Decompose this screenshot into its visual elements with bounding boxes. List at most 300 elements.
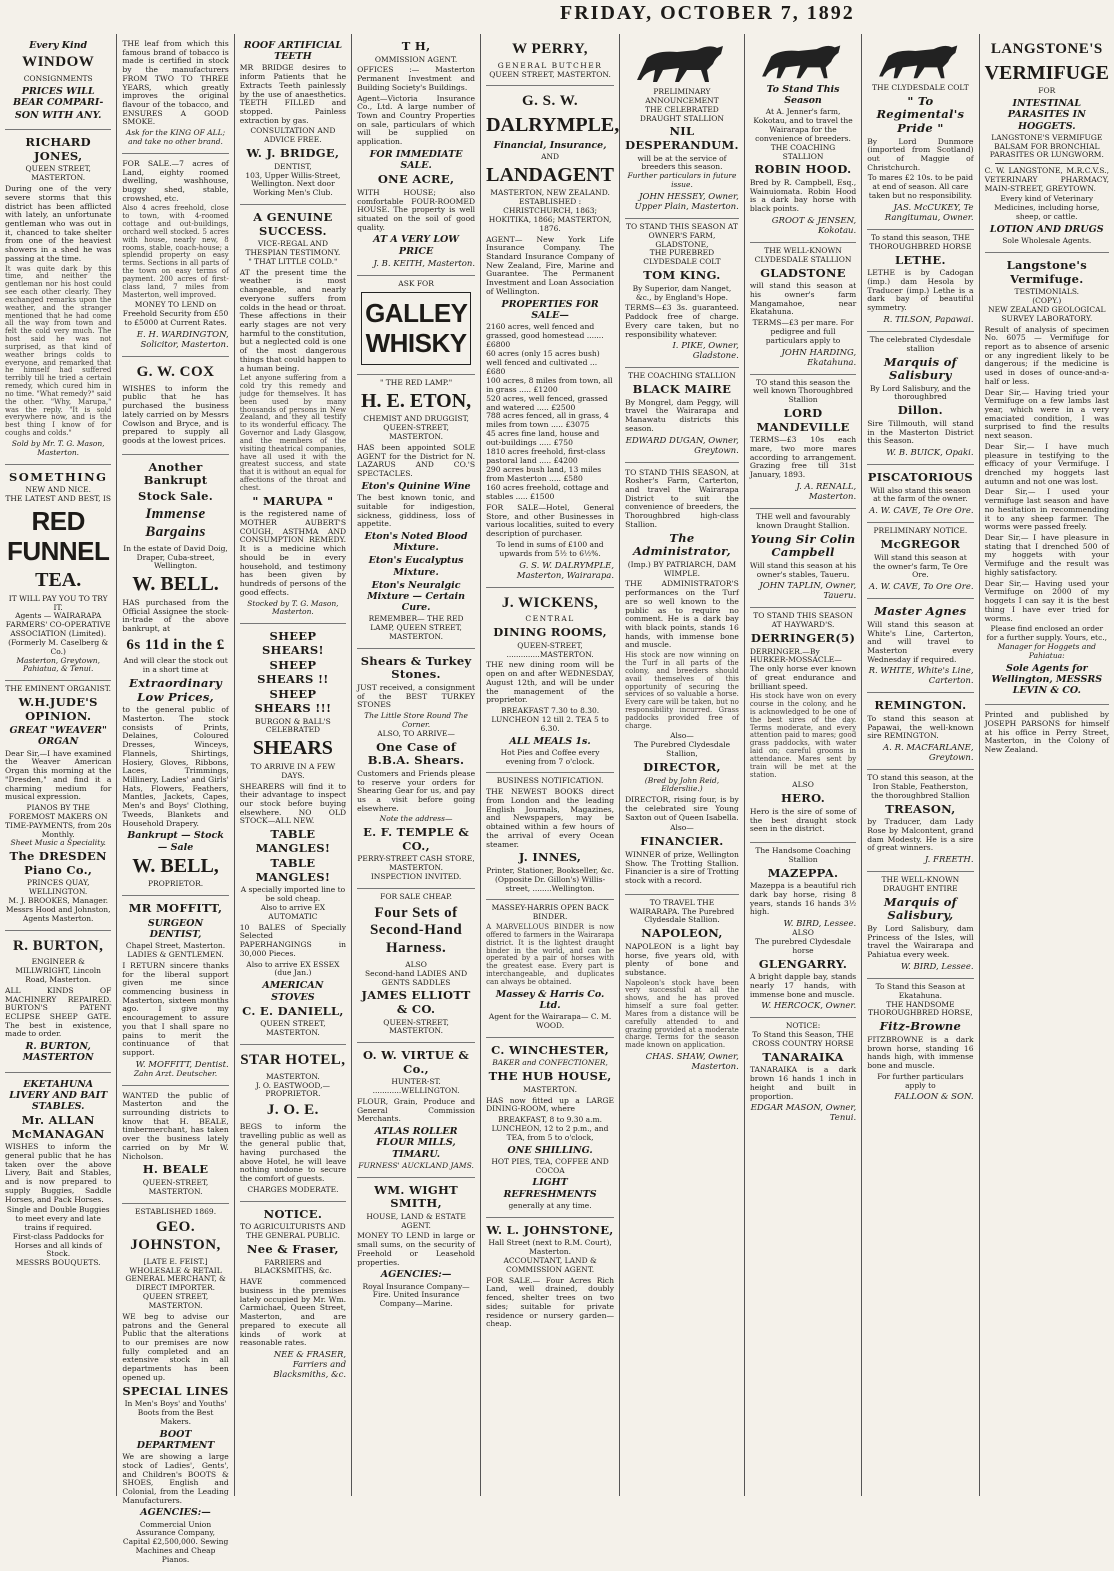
ad-johnston <box>122 1204 228 1571</box>
purebred2: The Purebred Clydesdale Stallion, <box>633 740 731 759</box>
sale-text: FOR SALE—Hotel, General Store, and other Businesses in various localities, suited to every description of purchaser. <box>486 503 615 539</box>
eucalyptus: Eton's Eucalyptus Mixture. <box>368 555 464 578</box>
tom-terms: TERMS—£3 3s. guaranteed. Paddock free of charge. Every care taken, but no responsibility whatever. <box>625 303 739 339</box>
wood: Agent for the Wairarapa— C. M. WOOD. <box>488 1012 612 1030</box>
ad-black-maire <box>625 368 739 462</box>
ad-genuine-success <box>240 205 346 624</box>
ad-remington <box>867 693 973 770</box>
administrator: The Administrator, <box>632 530 731 559</box>
testimonial: Dear Sir,— I have much pleasure in testifying to the efficacy of your Vermifuge. I drenched my hoggets last autumn and not one was lost. <box>984 441 1110 486</box>
further: Further particulars in future issue. <box>627 171 737 190</box>
elliott-addr: QUEEN-STREET, MASTERTON. <box>383 1017 449 1036</box>
teeth-frag: ROOF ARTIFICIAL TEETH <box>243 40 343 63</box>
prelim-8: PRELIMINARY NOTICE. <box>873 526 968 536</box>
agent-text: Agent—Victoria Insurance Co., Ltd. A large number of Town and Country Properties on sale, particulars of which will be supplied on application. <box>357 93 476 147</box>
ad-langstone-vermifuge <box>985 34 1109 253</box>
hub-times: BREAKFAST, 8 to 9.30 a.m. LUNCHEON, 12 to 2 p.m., and TEA, from 5 to o'clock, <box>491 1115 609 1142</box>
cheap: FOR SALE CHEAP. <box>380 891 452 901</box>
frag-consign: CONSIGNMENTS <box>23 73 93 83</box>
quinine-text: The best known tonic, and suitable for indigestion, sickness, giddiness, loss of appetite. <box>357 493 476 529</box>
langstone: LANGSTONE'S <box>990 41 1103 57</box>
galley: GALLEY WHISKY <box>365 297 468 359</box>
moffitt-text: I RETURN sincere thanks for the liberal support given me since commencing business in Masterton, sixteen months ago. I give my encouragement to assure you that I shall spare no pains to merit the continuance of that support. <box>122 960 229 1057</box>
baker: BAKER and CONFECTIONER, <box>492 1058 608 1068</box>
agencies-4: AGENCIES:— <box>380 1269 452 1281</box>
saddles: Second-hand LADIES AND GENTS SADDLES <box>365 968 468 987</box>
prop-item: 1810 acres freehold, first-class pastoral land ..... £4200 <box>486 447 606 466</box>
master: Master Agnes <box>874 604 967 619</box>
napoleon-text: NAPOLEON is a light bay horse, five years old, with plenty of bone and substance. <box>625 941 739 977</box>
ad-land-sale <box>122 154 228 357</box>
vermifuge-sub: LANGSTONE'S VERMIFUGE BALSAM FOR BRONCHIAL PARASITES OR LUNGWORM. <box>989 132 1104 160</box>
column-3 <box>235 34 352 1496</box>
and: AND <box>541 151 560 161</box>
special-sub: In Men's Boys' and Youths' Boots from the Best Makers. <box>124 1399 227 1426</box>
nee-trade: FARRIERS and BLACKSMITHS, &c. <box>254 1257 332 1276</box>
regi-text: By Lord Dunmore (imported from Scotland) out of Maggie of Christchurch. <box>867 136 974 172</box>
lotion-sub: Sole Wholesale Agents. <box>1002 236 1092 246</box>
mcgregor-sig: A. W. CAVE, To Ore Ore. <box>869 582 974 593</box>
central: CENTRAL <box>525 614 575 624</box>
ad-burton <box>5 931 111 1073</box>
testimonial: Dear Sir,— I have pleasure in stating that I drenched 500 of my hoggets with your Vermifuge and the result was highly satisfactory. <box>984 533 1110 577</box>
tobacco-text: THE leaf from which this famous brand of tobacco is made is certified in stock by the manufacturers FROM TWO TO THREE YEARS, which greatly improves the original flavour of the tobacco, and ENSURES A GOOD SMOKE. <box>122 39 229 127</box>
massey-filler: A MARVELLOUS BINDER is now offered to farmers in the Wairarapa district. It is the lightest draught binder in the world, and can be operated by a pair of horses with the greatest ease. Every part is interchangeable, and duplicates can always be obtained. <box>486 923 615 986</box>
ask-for: ASK FOR <box>398 278 434 288</box>
ad-dresden-organ <box>5 681 111 930</box>
divider <box>995 163 1099 164</box>
ad-moffitt <box>122 896 228 1085</box>
director: DIRECTOR, <box>643 760 721 774</box>
elliott: JAMES ELLIOTT & CO. <box>361 988 471 1016</box>
sheet-music: Sheet Music a Speciality. <box>10 838 106 848</box>
note: Note the address— <box>379 814 453 824</box>
prop-item: 100 acres, 8 miles from town, all in grass ..... £1200 <box>486 375 613 394</box>
ex-essex: Also to arrive EX ESSEX (due Jan.) <box>246 959 340 978</box>
jones-filler: It was quite dark by this time, and neither the gentleman nor his host could see each other clearly. They exchanged remarks upon the weather, and the stranger mentioned that he had come all the way from town and felt the cold very much. The host said he was not surprised, as that kind of weather brings colds to everyone, and remarked that he himself had suffered terribly till he tried a certain remedy, which cured him in no time. "What remedy?" said the other. "Why, Marupa," was the reply. "It is sold everywhere now, and is the best thing I know of for coughs and colds." <box>5 264 112 438</box>
treason: TREASON, <box>885 801 956 816</box>
ad-livery-stables <box>5 1073 111 1275</box>
pisc-sig: A. W. CAVE, Te Ore Ore. <box>869 506 974 517</box>
salisbury: Marquis of Salisbury <box>883 354 957 383</box>
frag-top-4: T H, <box>401 39 431 53</box>
ad-red-funnel-tea <box>5 465 111 682</box>
flour: FLOUR, Grain, Produce and General Commission Merchants. <box>357 1097 476 1124</box>
bankrupt: Bankrupt — Stock — Sale <box>127 830 224 853</box>
nil: NIL DESPERANDUM. <box>625 124 739 152</box>
admin-by: (Imp.) BY PATRIARCH, DAM WIMPLE. <box>627 559 737 578</box>
cab-text: Single and Double Buggies to meet every and late trains if required. <box>6 1205 110 1232</box>
testimonials: TESTIMONIALS. <box>1014 287 1080 297</box>
moffitt: MR MOFFITT, <box>128 901 223 916</box>
inness: J. INNES, <box>518 850 582 865</box>
pisc-text: Will also stand this season at the farm of the owner. <box>870 485 971 504</box>
nz: MASTERTON, NEW ZEALAND. <box>490 188 610 198</box>
business-text: THE NEWEST BOOKS direct from London and the leading English Journals, Magazines, and Newspapers, may be obtained within a few hours of the arrival of every Ocean steamer. <box>486 787 615 849</box>
moffitt-sig: W. MOFFITT, Dentist. <box>135 1059 229 1070</box>
stand-8: TO stand this season, at the Iron Stable, Featherston, the thoroughbred Stallion <box>867 773 974 800</box>
black-sig: EDWARD DUGAN, Owner, Greytown. <box>625 435 739 456</box>
stand-6: TO STAND THIS SEASON AT OWNER'S FARM, GLADSTONE, <box>625 221 738 249</box>
column-6 <box>620 34 745 1496</box>
ad-sheep-shears <box>240 624 346 1045</box>
marupa-text: is the registered name of MOTHER AUBERT'S COUGH, ASTHMA AND CONSUMPTION REMEDY. It is a medicine which should be in every household, and testimony has been given by hundreds of persons of the good effects. <box>239 509 347 597</box>
marupa: " MARUPA " <box>252 493 334 508</box>
harris: Massey & Harris Co. Ltd. <box>495 988 605 1011</box>
johnstone-text: FOR SALE.— Four Acres Rich Land, well drained, doubly fenced, shelter trees on two sides; suitable for private residence or nursery garden—cheap. <box>486 1275 615 1329</box>
frag-window: WINDOW <box>22 54 95 71</box>
notice: NOTICE. <box>263 1206 323 1221</box>
ad-nee-fraser <box>240 1202 346 1386</box>
beale-addr: QUEEN-STREET, MASTERTON. <box>142 1177 209 1196</box>
latest: THE LATEST AND BEST, IS <box>5 493 112 503</box>
bell-text: HAS purchased from the Official Assignee the stock-in-trade of the above bankrupt, at <box>122 597 229 634</box>
joe: J. O. E. <box>266 1102 319 1119</box>
ad-eton-chemist <box>357 375 475 649</box>
another: Another Bankrupt <box>143 459 208 488</box>
agencies-text: Commercial Union Assurance Company, Capital £2,500,000. Sewing Machines and Cheap Pianos. <box>122 1519 229 1564</box>
virtue: O. W. VIRTUE & Co., <box>363 1048 470 1076</box>
ekatahuna-8: To Stand this Season at Ekatahuna. <box>875 981 966 1000</box>
for-9: FOR <box>1038 86 1056 96</box>
please: Please find enclosed an order for a further supply. Yours, etc., <box>986 624 1108 643</box>
all-meals: ALL MEALS 1s. <box>509 735 591 747</box>
sheep2: SHEEP SHEARS !! <box>257 658 329 686</box>
mcgregor-text: Will stand this season at the owner's farm, Te Ore Ore. <box>872 552 968 580</box>
sole-agents: Sole Agents for Wellington, MESSRS LEVIN & CO. <box>991 662 1103 696</box>
eton-addr: QUEEN-STREET, MASTERTON. <box>383 423 449 442</box>
land-sale-text: FOR SALE.—7 acres of Land, eighty roomed dwelling, washhouse, buggy shed, stable, crowshed, etc. <box>122 158 229 203</box>
johnstone: W. L. JOHNSTONE, <box>486 1222 614 1237</box>
mcmanagan: Mr. ALLAN McMANAGAN <box>11 1113 105 1141</box>
also-4: ALSO <box>405 959 427 969</box>
column-9 <box>980 34 1114 1496</box>
tables2: TABLE MANGLES! <box>255 856 331 884</box>
dresden-agents: Messrs Hood and Johnston, Agents Masterton. <box>5 904 111 923</box>
money-sig: E. H. WARDINGTON, Solicitor, Masterton. <box>136 329 229 350</box>
ad-elliott <box>357 889 475 1043</box>
johnston-late: [LATE E. FEIST.] <box>143 1256 208 1266</box>
black: BLACK MAIRE <box>632 382 732 397</box>
copy: (COPY.) <box>1032 295 1062 305</box>
received: JUST received, a consignment of the BEST TURKEY STONES <box>357 683 476 710</box>
dining-text: THE new dining room will be open on and after WEDNESDAY, August 12th, and will be under the management of the proprietor. <box>486 660 615 705</box>
perry-trade: GENERAL BUTCHER <box>497 60 603 70</box>
remember: REMEMBER— THE RED LAMP, QUEEN STREET, MASTERTON. <box>368 614 464 642</box>
smith: WM. WIGHT SMITH, <box>374 1182 459 1211</box>
column-1 <box>0 34 117 1496</box>
dining-addr: QUEEN-STREET, ..............MASTERTON. <box>506 640 594 659</box>
red-lamp: " THE RED LAMP." <box>379 378 453 388</box>
stand-season: To Stand This Season <box>766 84 840 107</box>
daniell: C. E. DANIELL, <box>242 1003 344 1018</box>
notice-7: NOTICE: <box>785 1021 821 1031</box>
horse-icon <box>627 40 737 86</box>
column-4 <box>352 34 481 1496</box>
temple-addr: PERRY-STREET CASH STORE, MASTERTON. <box>357 854 475 873</box>
johnstone-addr: Hall Street (next to R.M. Court), Masterton. <box>488 1238 612 1257</box>
piscatorious: PISCATORIOUS <box>867 470 973 485</box>
gsw-text: AGENT— New York Life Insurance Company. The Standard Insurance Company of New Zealand, Fire, Marine and Guarantee. The Permanent Investment and Loan Association of Wellington. <box>486 234 615 296</box>
ad-bankrupt-stock <box>122 455 228 896</box>
ad-regimental-colt <box>867 34 973 230</box>
gsw: G. S. W. <box>522 93 579 110</box>
admin-filler: His stock are now winning on the Turf in all parts of the colony, and breeders should avail themselves of this opportunity of securing the services of so valuable a horse. Every care will be taken, but no responsibility incurred. Grass paddocks provided free of charge. <box>625 651 739 730</box>
lab: NEW ZEALAND GEOLOGICAL SURVEY LABORATORY. <box>988 304 1106 323</box>
rem-sig: A. R. MACFARLANE, Greytown. <box>883 743 974 764</box>
manager: Manager for Hoggets and Pahiatua: <box>997 641 1096 660</box>
mand-sig: J. A. RENALL, Masterton. <box>796 481 857 502</box>
ad-derringer <box>750 608 856 843</box>
coaching-7: THE COACHING STALLION <box>770 142 836 161</box>
agencies-text-4: Royal Insurance Company—Fire. United Insurance Company—Marine. <box>362 1281 470 1309</box>
piano-head: PIANOS BY THE FOREMOST MAKERS ON TIME-PAYMENTS, from 20s Monthly. <box>5 803 112 839</box>
ad-virtue <box>357 1043 475 1177</box>
derr-filler: His stock have won on every course in the colony, and he is acknowledged to be one of the best sires of the day. Terms moderate, and every attention paid to mares; good grass paddocks, with water laid on; careful grooms in attendance. Mares sent by train will be met at the station. <box>749 692 857 779</box>
prop-item: 2160 acres, well fenced and grassed, good homestead ....... £6800 <box>486 321 604 349</box>
frag-son: SON WITH ANY. <box>14 110 102 122</box>
ad-innes <box>486 773 614 900</box>
columns <box>0 34 1114 1564</box>
hero: HERO. <box>781 791 826 806</box>
johnston-trade: WHOLESALE & RETAIL GENERAL MERCHANT, & DIRECT IMPORTER. <box>125 1265 226 1293</box>
dresden-addr: PRINCES QUAY, WELLINGTON. <box>26 878 90 897</box>
one-shilling: ONE SHILLING. <box>507 1144 593 1156</box>
shears: SHEARS <box>252 737 333 760</box>
mazeppa-sig: W. BIRD, Lessee. <box>783 919 857 930</box>
dresden: The DRESDEN Piano Co., <box>9 849 107 877</box>
jones-street: QUEEN STREET, MASTERTON. <box>25 164 91 183</box>
frag-agent: OMMISSION AGENT. <box>374 54 458 64</box>
travel: TO TRAVEL THE WAIRARAPA. The Purebred Clydesdale Stallion. <box>629 897 735 925</box>
mand-text: TERMS—£3 10s each mare, two more mares according to arrangement. Grazing free till 31st January, 1893. <box>749 435 857 480</box>
little-cold: " THAT LITTLE COLD." <box>248 256 338 266</box>
mazeppa-text: Mazeppa is a beautiful rich dark bay horse, rising 8 years, stands 16 hands 3½ high. <box>749 881 857 917</box>
keith: J. B. KEITH, Masterton. <box>373 258 476 269</box>
johnston: GEO. JOHNSTON, <box>130 1219 221 1254</box>
dillon-sig: W. B. BUICK, Opaki. <box>886 448 974 459</box>
dresden-mgr: M. J. BROOKES, Manager. <box>8 896 108 906</box>
ad-master-agnes <box>867 599 973 693</box>
robin: ROBIN HOOD. <box>754 162 852 177</box>
horse-icon <box>870 40 970 82</box>
ad-temple <box>357 649 475 889</box>
offices: OFFICES :— Masterton Permanent Investment and Building Society's Buildings. <box>357 65 476 92</box>
tom-sig: I. PIKE, Owner, Gladstone. <box>672 341 739 362</box>
glad-text: will stand this season at his owner's farm Mangamahoe, near Ekatahuna. <box>749 281 857 317</box>
crossroads: To Stand this Season, THE CROSS COUNTRY HORSE <box>752 1030 854 1049</box>
moffitt-addr: Chapel Street, Masterton. <box>125 941 226 951</box>
will-pay: IT WILL PAY YOU TO TRY IT. <box>8 593 108 612</box>
glen-sig: W. HERCOCK, Owner. <box>761 1001 857 1012</box>
atlas: ATLAS ROLLER FLOUR MILLS, TIMARU. <box>374 1126 458 1160</box>
ad-nil-desperandum <box>625 34 739 219</box>
master-sig: R. WHITE, White's Line, Carterton. <box>868 666 974 687</box>
boot-text: We are showing a large stock of Ladies', Gents', and Children's BOOTS & SHOES, English and Colonial, from the Leading Manufacturers. <box>122 1452 229 1505</box>
shears-turkey: Shears & Turkey Stones. <box>360 653 472 682</box>
langstone-chemist: C. W. LANGSTONE, M.R.C.V.S., VETERINARY PHARMACY, MAIN-STREET, GREYTOWN. <box>984 166 1110 193</box>
horse-icon <box>753 40 853 82</box>
ad-piscatorious <box>867 465 973 523</box>
sal2-sig: W. BIRD, Lessee. <box>900 961 974 972</box>
vice: VICE-REGAL AND THESPIAN TESTIMONY. <box>245 239 341 258</box>
robin-text: Bred by R. Campbell, Esq., Wainuiomata. Robin Hood is a dark bay horse with black points. <box>749 178 857 214</box>
tables: TABLE MANGLES! <box>255 827 331 855</box>
new-nice: NEW AND NICE. <box>25 485 91 495</box>
moffitt-ladies: LADIES & GENTLEMEN. <box>127 949 224 959</box>
director-also: Also— <box>670 823 694 833</box>
ad-robin-hood <box>750 34 856 243</box>
stock-sale: Stock Sale. <box>138 488 214 503</box>
massey: MASSEY-HARRIS OPEN BACK BINDER. <box>491 903 609 922</box>
rem-text: To stand this season at Papawai, the well-known sire REMINGTON. <box>867 714 974 741</box>
arrive: TO ARRIVE IN A FEW DAYS. <box>250 761 336 780</box>
coaching-6: THE COACHING STALLION <box>628 371 736 381</box>
perry-addr: QUEEN STREET, MASTERTON. <box>489 69 611 79</box>
hub-town: MASTERTON. <box>523 1084 577 1094</box>
ad-dalrymple <box>486 86 620 587</box>
testimonial: Dear Sir,— I used your vermifuge last season and have no hesitation in recommending it to any sheep farmer. The worms were passed freely. <box>984 487 1110 532</box>
noxall: Eton's Neuralgic Mixture — Certain Cure. <box>367 579 466 614</box>
derr-text: DERRINGER.—By HURKER-MOSSACLE—The only horse ever known of great endurance and brilliant speed. <box>749 646 857 691</box>
director-text: DIRECTOR, rising four, is by the celebrated sire Young Saxton out of Queen Isabella. <box>625 795 739 822</box>
est: ESTABLISHED : CHRISTCHURCH, 1863; HOKITIKA, 1866; MASTERTON, 1876. <box>488 197 612 233</box>
treason-text: by Traducer, dam Lady Rose by Malcontent, grand dam Modesty. He is a sire of great winners. <box>867 817 974 853</box>
eton: H. E. ETON, <box>360 389 472 412</box>
bba: One Case of B.B.A. Shears. <box>367 739 465 768</box>
easy: AT A VERY LOW PRICE <box>373 234 459 257</box>
star-town: MASTERTON. <box>265 1071 320 1081</box>
smith-text: MONEY TO LEND in large or small sums, on the security of Freehold or Leasehold properties. <box>357 1231 476 1267</box>
ad-wight-smith <box>357 1178 475 1315</box>
ad-wickens <box>486 588 614 774</box>
tan-sig: EDGAR MASON, Owner, Tenui. <box>750 1103 857 1124</box>
colt: THE CLYDESDALE COLT <box>872 83 969 92</box>
smith-trade: HOUSE, LAND & ESTATE AGENT. <box>366 1211 466 1230</box>
genuine-filler: Let anyone suffering from a cold try this remedy and judge for themselves. It has been used by many thousands of persons in New Zealand, and they all testify to its wonderful efficacy. The Governor and Lady Glasgow, and the members of the visiting theatrical companies, have all used it with the greatest success, and state that it is without an equal for affections of the throat and chest. <box>239 374 347 492</box>
johnstone-trade: ACCOUNTANT, LAND & COMMISSION AGENT. <box>503 1255 597 1274</box>
ad-tanaraika <box>750 1018 856 1129</box>
one-acre: ONE ACRE, <box>377 172 455 187</box>
sheep3: SHEEP SHEARS !!! <box>254 687 332 716</box>
mazeppa: MAZEPPA. <box>767 865 839 880</box>
also2-7: ALSO <box>792 928 814 938</box>
four-sets: Four Sets of Second-Hand Harness. <box>369 904 463 957</box>
celebrated-6: THE CELEBRATED DRAUGHT STALLION <box>639 104 724 123</box>
star: STAR HOTEL, <box>240 1051 346 1068</box>
tom-text: By Superior, dam Nanget, &c., by England's Hope. <box>632 283 732 302</box>
also-6: Also— <box>670 731 694 741</box>
eton-text: HAS been appointed SOLE AGENT for the District for N. LAZARUS AND CO.'S SPECTACLES. <box>357 443 476 479</box>
burton: R. BURTON, <box>12 937 104 954</box>
ad-lethe <box>867 230 973 332</box>
column-8 <box>862 34 979 1496</box>
ad-mazeppa <box>750 843 856 1018</box>
for-sale: FOR IMMEDIATE SALE. <box>369 148 463 172</box>
deutscher: Zahn Arzt. Deutscher. <box>133 1068 218 1078</box>
paperhangings: 10 BALES of Specially Selected PAPERHANGINGS in 30,000 Pieces. <box>239 922 347 958</box>
beale: H. BEALE <box>142 1162 209 1177</box>
invited: INSPECTION INVITED. <box>370 872 462 882</box>
frag-prices: PRICES WILL BEAR COMPARI- <box>13 85 104 108</box>
american: AMERICAN STOVES <box>262 980 324 1003</box>
inness-trade: Printer, Stationer, Bookseller, &c. (Opposite Dr. Gillon's) Willis-street, ........Wellington. <box>486 865 614 893</box>
clydesdale-7: The purebred Clydesdale horse <box>755 936 851 955</box>
gladstone: GLADSTONE <box>760 265 846 280</box>
napoleon: NAPOLEON, <box>641 926 723 941</box>
ad-sir-colin <box>750 509 856 609</box>
joe-text: BEGS to inform the travelling public as well as the general public that, having purchased the above Hotel, he will leave nothing undone to secure the comfort of guests. <box>239 1121 347 1184</box>
parasites: INTESTINAL PARASITES IN HOGGETS. <box>1007 98 1086 132</box>
finacier: FINANCIER. <box>640 834 724 849</box>
lotion: LOTION AND DRUGS <box>989 223 1104 235</box>
all-hours: generally at any time. <box>508 1200 592 1210</box>
chemist-text: Every kind of Veterinary Medicines, including horse, sheep, or cattle. <box>994 194 1100 222</box>
mcgregor: McGREGOR <box>880 537 961 552</box>
testimonial: Result of analysis of specimen No. 6075 — Vermifuge for report as to absence of arsenic or any ingredient likely to be dangerous; if the medicine is used in doses of ounce-and-a-half or less. <box>984 324 1110 386</box>
mason-sold: Sold by Mr. T. G. Mason, Masterton. <box>11 438 105 457</box>
tan-text: TANARAIKA is a dark brown 16 hands 1 inch in height and built in proportion. <box>749 1065 857 1101</box>
daniell-addr: QUEEN STREET, MASTERTON. <box>260 1019 326 1038</box>
props-list <box>486 323 614 502</box>
glen-text: A bright dapple bay, stands nearly 17 hands, with immense bone and muscle. <box>749 972 857 999</box>
fin: Financial, Insurance, <box>493 139 607 151</box>
special: SPECIAL LINES <box>122 1383 229 1398</box>
land-sale-filler: Also 4 acres freehold, close to town, with 4-roomed cottage and out-buildings, orchard well stocked. 5 acres with house, nearly new, 8 rooms, stable, coach-house; a splendid property on easy terms. Sections in all parts of the town on easy terms of payment. 200 acres of first-class land, 7 miles from Masterton, well improved. <box>122 204 229 299</box>
glengarry: GLENGARRY. <box>758 956 848 971</box>
wanted: WANTED the public of Masterton and the surrounding districts to know that H. BEALE, timbermerchant, has taken over the business lately carried on by Mr W. Nicholson. <box>122 1090 229 1161</box>
ad-administrator <box>625 463 739 895</box>
bridge-consult: CONSULTATION AND ADVICE FREE. <box>250 126 336 145</box>
organ-text: Dear Sir,—I have examined the Weaver American Organ this morning at the "Dresden," and find it a charming medium for musical expression. <box>5 748 112 802</box>
burton-footer: R. BURTON, MASTERTON <box>22 1041 94 1064</box>
ad-johnstone <box>486 1218 614 1337</box>
handsome-8: THE HANDSOME THOROUGHBRED HORSE, <box>868 999 973 1018</box>
hero-text: Hero is the sire of some of the best draught stock seen in the district. <box>749 806 857 834</box>
cox-text: WISHES to inform the public that he has purchased the business lately carried on by Messrs Cowlson and Bryce, and is prepared to supply all goods at the lowest prices. <box>122 383 229 445</box>
tables-text: A specially imported line to be sold cheap. <box>240 885 346 904</box>
printed: Printed and published by JOSEPH PARSONS for himself at his office in Perry Street, Masterton, in the Colony of New Zealand. <box>984 710 1110 755</box>
mason-stock: Stocked by T. G. Mason, Masterton. <box>247 598 339 617</box>
bell2: W. BELL, <box>132 854 219 877</box>
estate: In the estate of David Doig, Draper, Cuba-street, Wellington. <box>123 543 228 571</box>
remington: REMINGTON. <box>874 698 967 713</box>
prop-item: 520 acres, well fenced, grassed and watered ..... £2500 <box>486 393 608 412</box>
bridge-text: MR BRIDGE desires to inform Patients that he Extracts Teeth painlessly by the use of anaesthetics. TEETH FILLED and stopped. Painless extraction by gas. <box>239 63 347 125</box>
agents: Agents — WAIRARAPA FARMERS' CO-OPERATIVE ASSOCIATION (Limited). (Formerly M. Caselberg & Co.) <box>5 611 111 656</box>
well-known-8: THE WELL-KNOWN DRAUGHT ENTIRE <box>881 875 960 894</box>
quinine: Eton's Quinine Wine <box>361 480 471 492</box>
gsw-sig: G. S. W. DALRYMPLE, Masterton, Wairarapa. <box>516 560 615 581</box>
bell: W. BELL. <box>132 573 219 596</box>
mcmanagan-text: WISHES to inform the general public that he has taken over the above Livery, Bait and Stables, and is now prepared to supply Buggies, Saddle Horses, and Pack Horses. <box>5 1142 112 1204</box>
nee-sig: NEE & FRASER, Farriers and Blacksmiths, &c. <box>273 1350 347 1381</box>
this-season: TO stand this season the well known Thoroughbred Stallion <box>752 377 854 405</box>
page-date: FRIDAY, OCTOBER 7, 1892 <box>560 2 855 24</box>
dillon: Dillon. <box>897 403 943 418</box>
tanaraika: TANARAIKA <box>762 1049 844 1064</box>
bba-text: Customers and Friends please to reserve your orders for Shearing Gear for us, and pay us a visit before going elsewhere. <box>357 768 476 813</box>
cox: G. W. COX <box>136 363 215 380</box>
hessey: JOHN HESSEY, Owner, Upper Plain, Masterton. <box>634 191 739 212</box>
glad-sig: JOHN HARDING, Ekatahuna. <box>781 347 857 368</box>
testimonial: Dear Sir,— Having used your Vermifuge on 2000 of my hoggets I can say it is the best thing I have ever tried for worms. <box>984 578 1110 623</box>
bouquets: MESSRS BOUQUETS. <box>15 1258 101 1268</box>
auckland: FURNESS' AUCKLAND JAMS. <box>358 1160 474 1170</box>
jones-text: During one of the very severe storms that this district has been afflicted with lately, an unfortunate gentleman who was out in it, chanced to take shelter from one of the heaviest showers in a shed he was passing at the time. <box>5 184 112 263</box>
director-by: (Bred by John Reid, Eldersliie.) <box>644 775 720 794</box>
finacier-text: WINNER of prize, Wellington Show. The Trotting Stallion. Financier is a sire of Trotting stock with a record. <box>625 849 739 885</box>
